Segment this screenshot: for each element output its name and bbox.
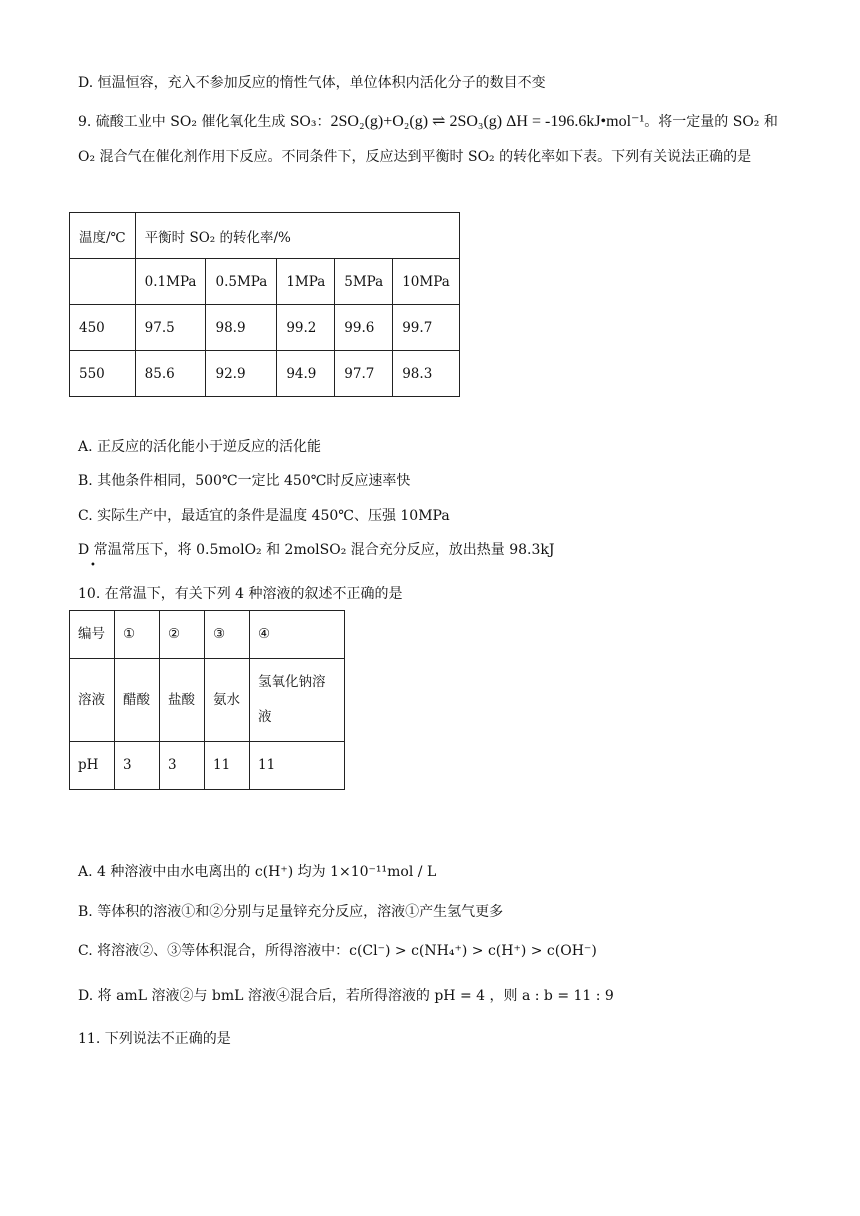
q9-option-c: C. 实际生产中，最适宜的条件是温度 450℃、压强 10MPa <box>78 508 450 524</box>
table-cell: 99.6 <box>335 305 393 351</box>
table-label-solution: 溶液 <box>70 659 115 742</box>
table-label-ph: pH <box>70 742 115 790</box>
q9-stem-post: 。将一定量的 SO₂ 和 O₂ 混合气在催化剂作用下反应。不同条件下，反应达到平衡时 SO₂ 的转化率如下表。下列有关说法正确的是 <box>78 114 778 165</box>
q10-option-d: D. 将 amL 溶液②与 bmL 溶液④混合后，若所得溶液的 pH = 4 ，则 a : b = 11 : 9 <box>78 988 614 1004</box>
table-header-index: ③ <box>205 611 250 659</box>
table-header-pressure: 0.5MPa <box>206 259 277 305</box>
q9-stem-pre: 9. 硫酸工业中 SO₂ 催化氧化生成 SO₃： <box>78 114 331 130</box>
table-cell: 醋酸 <box>115 659 160 742</box>
table-cell: 3 <box>115 742 160 790</box>
q9-option-b: B. 其他条件相同，500℃一定比 450℃时反应速率快 <box>78 473 411 489</box>
q9-conversion-table <box>69 212 460 397</box>
table-header-number: 编号 <box>70 611 115 659</box>
table-cell: 92.9 <box>206 351 277 397</box>
table-cell: 97.7 <box>335 351 393 397</box>
table-cell: 98.9 <box>206 305 277 351</box>
table-header-pressure: 1MPa <box>277 259 335 305</box>
table-cell: 氨水 <box>205 659 250 742</box>
option-dot-mark: • <box>90 560 96 571</box>
q10-option-c: C. 将溶液②、③等体积混合，所得溶液中：c(Cl⁻) > c(NH₄⁺) > c(H⁺) > c(OH⁻) <box>78 943 597 959</box>
table-row <box>70 742 345 790</box>
q9-option-d: D 常温常压下，将 0.5molO₂ 和 2molSO₂ 混合充分反应，放出热量 98.3kJ <box>78 542 555 558</box>
table-header-temperature: 温度/℃ <box>70 213 136 259</box>
table-row <box>70 351 460 397</box>
table-cell: 11 <box>205 742 250 790</box>
q8-option-d: D. 恒温恒容，充入不参加反应的惰性气体，单位体积内活化分子的数目不变 <box>78 75 546 91</box>
table-cell: 94.9 <box>277 351 335 397</box>
table-cell: 98.3 <box>393 351 460 397</box>
table-cell-temperature: 550 <box>70 351 136 397</box>
table-cell: 99.2 <box>277 305 335 351</box>
table-header-pressure: 0.1MPa <box>135 259 206 305</box>
table-row <box>70 305 460 351</box>
table-cell: 盐酸 <box>160 659 205 742</box>
table-row <box>70 659 345 742</box>
table-header-index: ② <box>160 611 205 659</box>
q9-option-a: A. 正反应的活化能小于逆反应的活化能 <box>78 439 322 455</box>
table-cell: 11 <box>250 742 345 790</box>
q10-solution-table <box>69 610 345 790</box>
q9-stem <box>78 104 782 175</box>
table-cell: 99.7 <box>393 305 460 351</box>
q10-option-a: A. 4 种溶液中由水电离出的 c(H⁺) 均为 1×10⁻¹¹mol / L <box>78 864 437 880</box>
table-header-index: ④ <box>250 611 345 659</box>
table-header-conversion: 平衡时 SO₂ 的转化率/% <box>135 213 459 259</box>
q10-stem: 10. 在常温下，有关下列 4 种溶液的叙述不正确的是 <box>78 586 403 602</box>
table-cell: 氢氧化钠溶液 <box>250 659 345 742</box>
q10-option-b: B. 等体积的溶液①和②分别与足量锌充分反应，溶液①产生氢气更多 <box>78 904 504 920</box>
q9-equation: 2SO₂(g)+O₂(g) ⇌ 2SO₃(g) ΔH = -196.6kJ•mol⁻¹ <box>330 113 645 130</box>
table-header-pressure: 5MPa <box>335 259 393 305</box>
table-header-index: ① <box>115 611 160 659</box>
table-cell-empty <box>70 259 136 305</box>
table-cell: 85.6 <box>135 351 206 397</box>
table-cell: 97.5 <box>135 305 206 351</box>
q11-stem: 11. 下列说法不正确的是 <box>78 1031 231 1047</box>
table-cell-temperature: 450 <box>70 305 136 351</box>
table-header-pressure: 10MPa <box>393 259 460 305</box>
table-cell: 3 <box>160 742 205 790</box>
